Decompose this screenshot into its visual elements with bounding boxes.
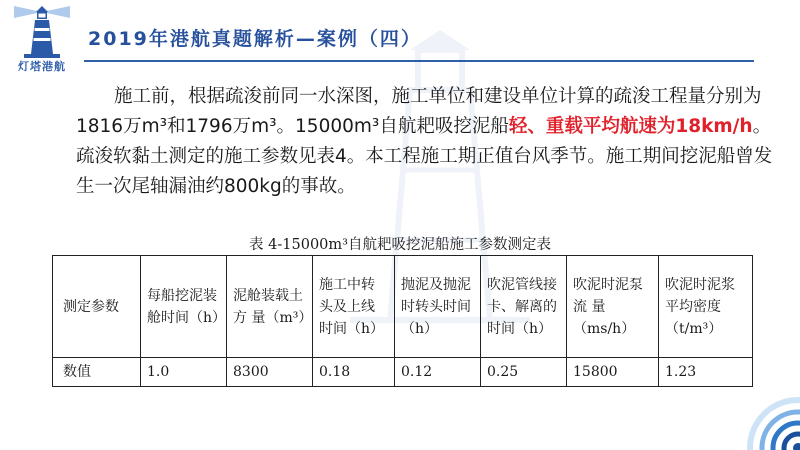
- header-cell: 测定参数: [53, 256, 141, 358]
- value-cell: 0.12: [395, 358, 481, 387]
- table-caption: 表 4-15000m³自航耙吸挖泥船施工参数测定表: [249, 237, 551, 253]
- value-cell: 8300: [227, 358, 313, 387]
- header-cell: 施工中转头及上线时间（h）: [313, 256, 395, 358]
- table-header-row: [53, 256, 753, 358]
- logo-text: 灯塔港航: [18, 60, 66, 73]
- lighthouse-logo-icon: [8, 4, 76, 60]
- paragraph-part-2: 。疏浚软黏土测定的施工参数见表4。本工程施工期正值台风季节。施工期间挖泥船曾发生一次尾轴漏油约800kg的事故。: [76, 116, 773, 197]
- table-row: [53, 358, 753, 387]
- paragraph-part-1: 施工前，根据疏浚前同一水深图，施工单位和建设单位计算的疏浚工程量分别为1816万m³和1796万m³。15000m³自航耙吸挖泥船: [76, 86, 762, 137]
- header-cell: 吹泥管线接卡、解离的时间（h）: [481, 256, 567, 358]
- paragraph-highlight: 轻、重载平均航速为18km/h: [508, 116, 753, 137]
- case-description: [76, 82, 776, 202]
- header-cell: 泥舱装载土 方 量（m³）: [227, 256, 313, 358]
- value-cell: 0.18: [313, 358, 395, 387]
- header-cell: 抛泥及抛泥时转头时间（h）: [395, 256, 481, 358]
- value-cell: 1.0: [141, 358, 227, 387]
- value-cell: 1.23: [659, 358, 753, 387]
- value-cell: 数值: [53, 358, 141, 387]
- header-cell: 吹泥时泥泵 流 量（ms/h）: [567, 256, 659, 358]
- value-cell: 0.25: [481, 358, 567, 387]
- header-cell: 每船挖泥装舱时间（h）: [141, 256, 227, 358]
- header-cell: 吹泥时泥浆平均密度（t/m³）: [659, 256, 753, 358]
- brand-logo: [8, 4, 76, 76]
- swirl-decoration-icon: [740, 388, 800, 450]
- page-title: 2019年港航真题解析—案例（四）: [88, 28, 422, 50]
- header-divider: [84, 60, 754, 62]
- parameter-table: [52, 255, 753, 387]
- value-cell: 15800: [567, 358, 659, 387]
